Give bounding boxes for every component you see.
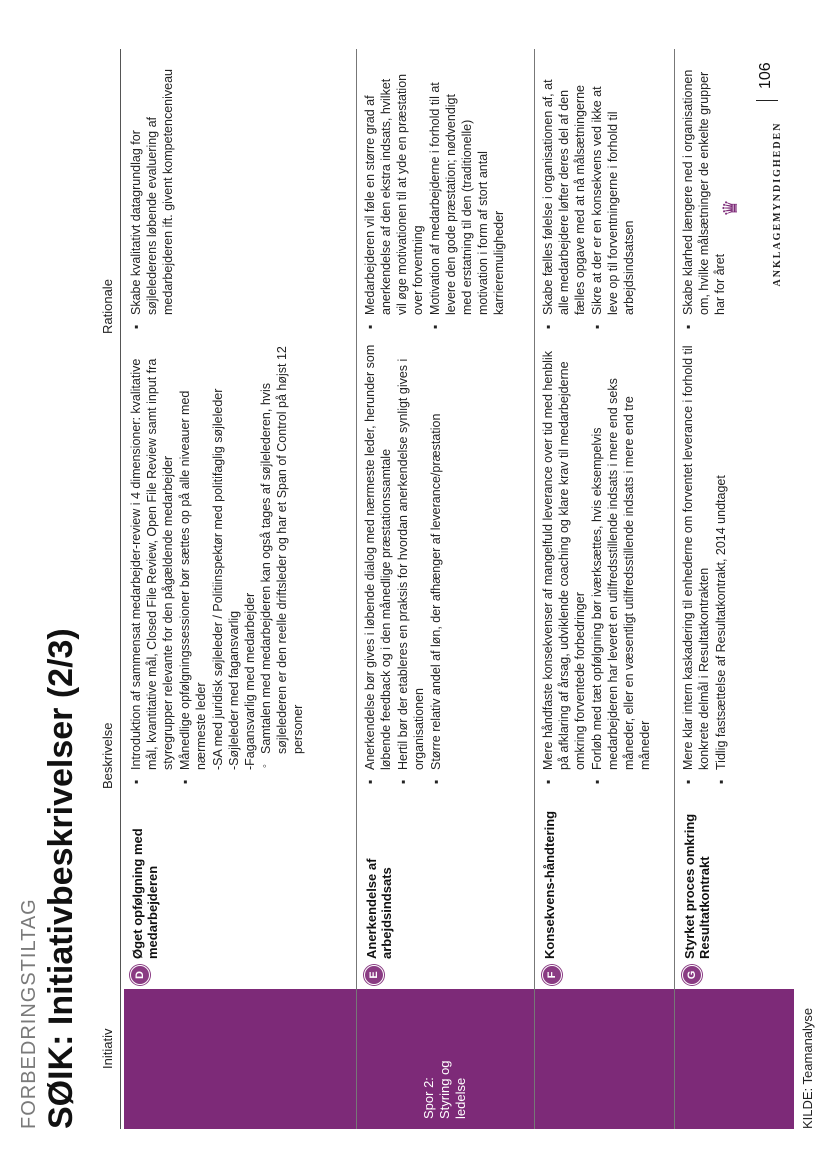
description-list xyxy=(128,344,306,784)
description-item: ▪ Hertil bør der etableres en praksis for hvordan anerkendelse synligt gives i organisationen xyxy=(395,344,427,784)
page-number: 106 xyxy=(757,62,774,89)
page-number-divider xyxy=(756,100,778,101)
rationale-item: ▪ Sikre at der er en konsekvens ved ikke at leve op til forventningerne i forhold til arbejdsindsatsen xyxy=(589,69,637,329)
logo-text: ANKLAGEMYNDIGHEDEN xyxy=(772,121,783,287)
description-subitem: -SA med juridisk søjleleder / Politiinspektør med politifaglig søjleleder xyxy=(211,388,225,770)
description-subitem: -Søjleleder med fagansvarlig xyxy=(227,610,241,770)
description-item: ▪ Større relativ andel af løn, der afhænger af leverance/præstation xyxy=(428,344,444,784)
row-divider xyxy=(674,49,675,1129)
description-item: ▪ Introduktion af sammensat medarbejder-review i 4 dimensioner: kvalitative mål, kvantitative mål, Closed File Review, Open File Review samt input fra styregrupper relevante for den pågældende medarbejder xyxy=(128,344,176,784)
row-divider xyxy=(534,49,535,1129)
description-subitem: ◦ Samtalen med medarbejderen kan også tages af søjlelederen, hvis søjlelederen er den reelle driftsleder og har et Span of Control på højst 12 personer xyxy=(258,344,306,784)
spor-label: Spor 2: Styring og ledelse xyxy=(421,1060,468,1119)
initiative-row-e xyxy=(362,49,532,989)
description-list xyxy=(680,344,730,784)
initiative-name: Øget opfølgning med medarbejderen xyxy=(130,828,160,959)
description-subitem: -Fagansvarlig med medarbejder xyxy=(243,592,257,770)
anklagemyndigheden-logo xyxy=(700,109,790,299)
description-item: ▪ Mere håndfaste konsekvenser af mangelfuld leverance over tid med henblik på afklaring af årsag, udviklende coaching og klare krav til medarbejderne omkring forventede forbedringer xyxy=(540,344,588,784)
initiative-letter-badge: D xyxy=(130,965,150,985)
initiative-letter-badge: E xyxy=(364,965,384,985)
rationale-list xyxy=(128,69,177,329)
rationale-item: ▪ Motivation af medarbejderne i forhold til at levere den gode præstation; nødvendigt med erstatning til den (traditionelle) motivation i form af stort antal karrieremuligheder xyxy=(427,69,507,329)
description-item: ▪ Månedlige opfølgningssessioner bør sættes op på alle niveauer med nærmeste leder xyxy=(177,344,209,784)
initiative-name: Konsekvens-håndtering xyxy=(542,810,557,959)
crown-icon: ♛ xyxy=(720,199,742,217)
rationale-item: ▪ Skabe kvalitativt datagrundlag for søjlelederens løbende evaluering af medarbejderen ift. givent kompetenceniveau xyxy=(128,69,176,329)
header-divider xyxy=(120,49,121,1129)
description-item: ▪ Forløb med tæt opfølgning bør iværksættes, hvis eksempelvis medarbejderen har leveret en utilfredsstillende indsats i mere end seks måneder, eller en væsentligt utilfredsstillende indsats i mere end tre måneder xyxy=(589,344,653,784)
description-list xyxy=(540,344,654,784)
rationale-list xyxy=(362,69,508,329)
header-description: Beskrivelse xyxy=(100,722,115,789)
rationale-item: ▪ Medarbejderen vil føle en større grad af anerkendelse af den ekstra indsats, hvilket vil øge motivationen til at yde en præstation over forventning xyxy=(362,69,426,329)
description-list xyxy=(362,344,445,784)
initiative-letter-badge: G xyxy=(682,965,702,985)
initiative-letter-badge: F xyxy=(542,965,562,985)
initiative-row-f xyxy=(540,49,670,989)
source-note: KILDE: Teamanalyse xyxy=(800,1007,815,1129)
rationale-list xyxy=(540,69,638,329)
initiative-name: Anerkendelse af arbejdsindsats xyxy=(364,858,394,959)
rationale-item: ▪ Skabe fælles følelse i organisationen af, at alle medarbejdere løfter deres del af den fælles opgave med at nå målsætningerne xyxy=(540,69,588,329)
description-item: ▪ Anerkendelse bør gives i løbende dialog med nærmeste leder, herunder som løbende feedback og i den månedlige præstationssamtale xyxy=(362,344,394,784)
spor-band xyxy=(124,989,794,1129)
header-rationale: Rationale xyxy=(100,279,115,334)
rationale-item: ▪ Skabe klarhed længere ned i organisationen om, hvilke målsætninger de enkelte grupper har for året xyxy=(680,69,728,329)
description-item: ▪ Mere klar intern kaskadering til enhederne om forventet leverance i forhold til konkrete delmål i Resultatkontrakten xyxy=(680,344,712,784)
row-divider xyxy=(356,49,357,1129)
header-initiative: Initiativ xyxy=(100,1028,115,1069)
pretitle: FORBEDRINGSTILTAG xyxy=(18,898,40,1129)
initiative-row-d xyxy=(128,49,358,989)
description-item: ▪ Tidlig fastsættelse af Resultatkontrakt, 2014 undtaget xyxy=(713,344,729,784)
initiative-name: Styrket proces omkring Resultatkontrakt xyxy=(682,813,712,959)
page-title: SØIK: Initiativbeskrivelser (2/3) xyxy=(42,628,80,1129)
